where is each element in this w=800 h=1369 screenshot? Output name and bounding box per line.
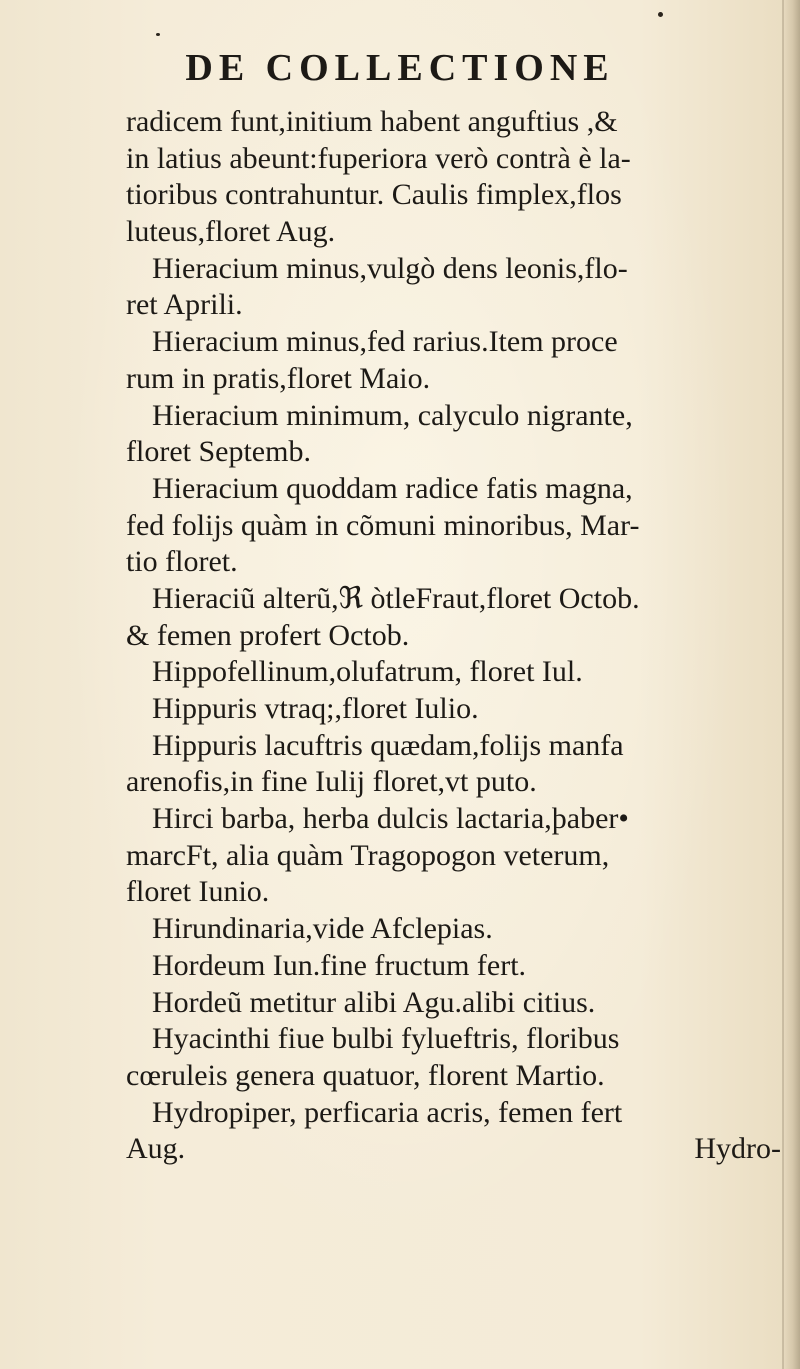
text-line: tio floret. [126, 545, 238, 579]
entry-line-hordeum: Hordeum Iun.fine fructum fert. [152, 948, 527, 982]
entry-line-hieracium-minus: Hieracium minus,vulgò dens leonis,flo- [152, 251, 628, 285]
catchword: Hydro- [694, 1132, 781, 1166]
page-body [126, 104, 786, 1168]
entry-line-hordeum-metitur: Hordeũ metitur alibi Agu.alibi citius. [152, 985, 596, 1019]
text-line: & femen profert Octob. [126, 618, 410, 652]
ink-speck [156, 33, 160, 36]
text-line: floret Iunio. [126, 875, 270, 909]
entry-line-hippuris-lacustris: Hippuris lacuftris quædam,folijs manfa [152, 728, 624, 762]
text-line: cœruleis genera quatuor, florent Martio. [126, 1058, 605, 1092]
final-line-text: Aug. [126, 1132, 186, 1166]
text-line: radicem funt,initium habent anguftius ,& [126, 105, 618, 138]
entry-line-hirundinaria: Hirundinaria,vide Afclepias. [152, 912, 493, 946]
text-line: floret Septemb. [126, 435, 311, 469]
entry-line-hippuris: Hippuris vtraq;,floret Iulio. [152, 692, 479, 725]
text-line: luteus,floret Aug. [126, 215, 336, 249]
entry-line-hydropiper: Hydropiper, perficaria acris, femen fert [152, 1095, 623, 1129]
text-line: tioribus contrahuntur. Caulis fimplex,flos [126, 178, 622, 212]
entry-line-hieracium-minimum: Hieracium minimum, calyculo nigrante, [152, 398, 633, 432]
entry-line-hieracium-quoddam: Hieracium quoddam radice fatis magna, [152, 471, 633, 505]
text-line: marcFt, alia quàm Tragopogon veterum, [126, 838, 610, 872]
ink-speck [658, 12, 663, 17]
final-line [126, 1131, 781, 1168]
entry-line-hirci-barba: Hirci barba, herba dulcis lactaria,þaber• [152, 802, 629, 836]
entry-line-hieracium-rarius: Hieracium minus,fed rarius.Item proce [152, 325, 618, 359]
text-line: ret Aprili. [126, 288, 243, 322]
text-line: rum in pratis,floret Maio. [126, 361, 431, 395]
entry-line-hyacinthi: Hyacinthi fiue bulbi fylueftris, floribus [152, 1022, 620, 1056]
text-line: in latius abeunt:fuperiora verò contrà è la- [126, 141, 631, 175]
text-line: arenofis,in fine Iulij floret,vt puto. [126, 765, 537, 799]
entry-line-hippofellinum: Hippofellinum,olufatrum, floret Iul. [152, 655, 583, 689]
text-line: fed folijs quàm in cõmuni minoribus, Mar- [126, 508, 640, 542]
running-head: DE COLLECTIONE [185, 47, 615, 89]
entry-line-hieracium-alterum: Hieraciũ alterũ,ℜ òtleFraut,floret Octob. [152, 581, 640, 615]
